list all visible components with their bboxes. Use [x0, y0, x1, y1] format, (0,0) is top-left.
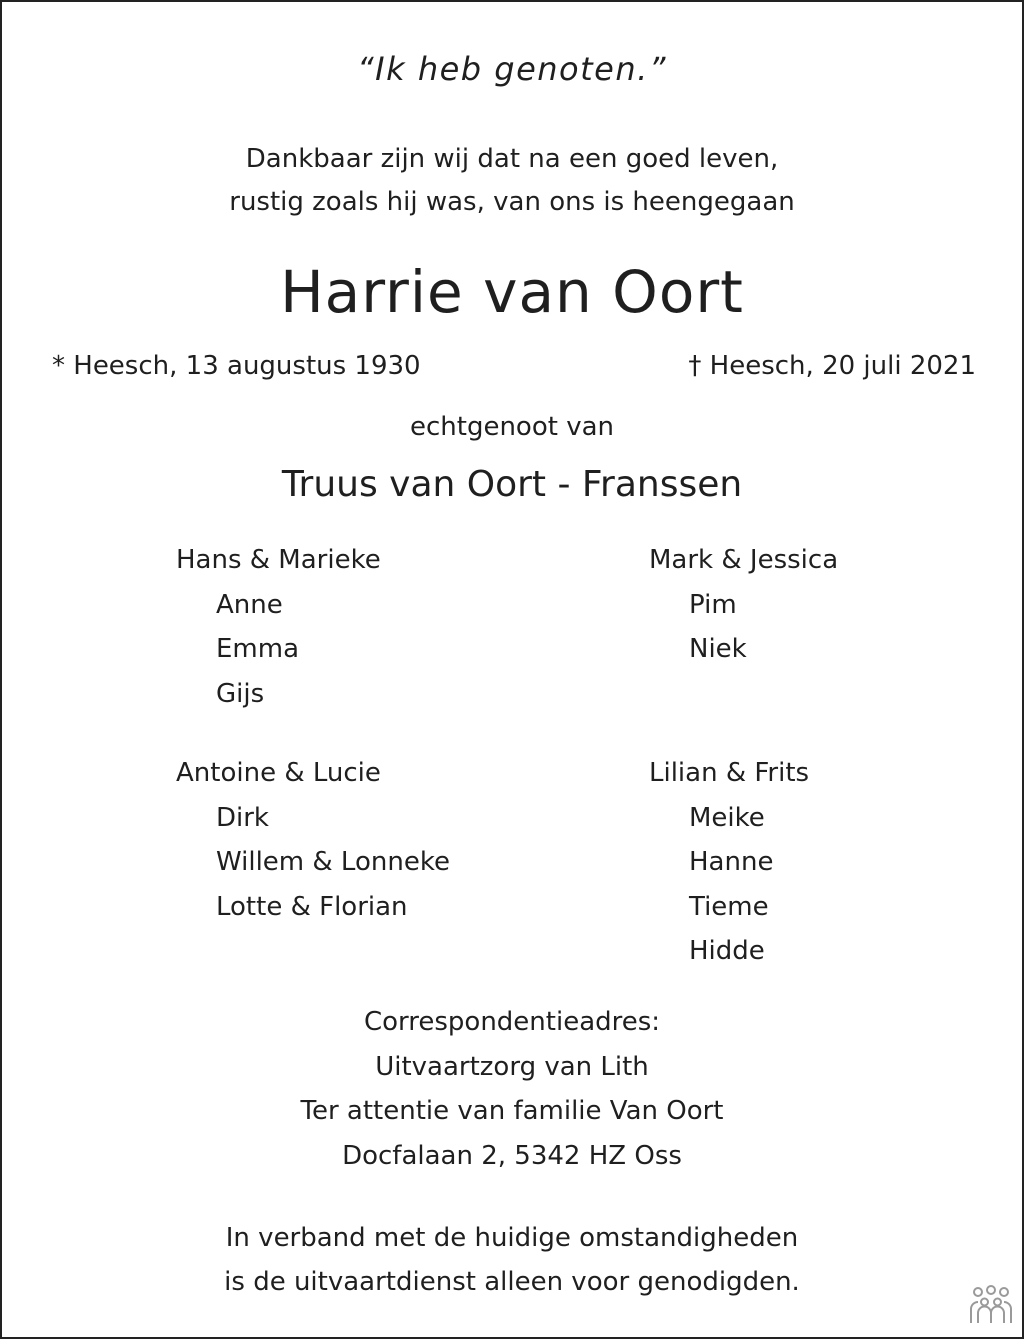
address-line: Uitvaartzorg van Lith — [375, 1051, 649, 1082]
address-line: Correspondentieadres: — [363, 1007, 661, 1037]
birth-info: * Heesch, 13 augustus 1930 — [52, 351, 421, 381]
family-parents: Antoine & Lucie — [176, 758, 381, 788]
spouse-label: echtgenoot van — [409, 412, 614, 442]
notice-line: is de uitvaartdienst alleen voor genodigden. — [224, 1267, 800, 1297]
funeral-notice — [2, 1216, 1022, 1304]
family-child: Hanne — [689, 847, 774, 877]
family-child: Tieme — [689, 891, 769, 922]
family-child: Meike — [689, 802, 765, 833]
family-child: Dirk — [216, 802, 269, 833]
intro-line: Dankbaar zijn wij dat na een goed leven, — [245, 144, 779, 174]
quote: “Ik heb genoten.” — [357, 50, 667, 88]
address-line: Ter attentie van familie Van Oort — [300, 1096, 724, 1126]
deceased-name: Harrie van Oort — [280, 258, 744, 326]
family-group — [649, 751, 809, 974]
family-group — [649, 538, 838, 672]
family-parents: Lilian & Frits — [649, 758, 810, 788]
family-group — [176, 751, 450, 929]
family-parents: Hans & Marieke — [176, 545, 381, 575]
family-child: Pim — [689, 589, 737, 620]
intro-text — [2, 138, 1022, 224]
family-group — [176, 538, 381, 716]
correspondence-address — [2, 1000, 1022, 1178]
family-child: Emma — [216, 634, 300, 664]
intro-line: rustig zoals hij was, van ons is heengegaan — [229, 187, 795, 217]
family-parents: Mark & Jessica — [649, 545, 839, 575]
family-child: Hidde — [689, 936, 765, 966]
family-child: Willem & Lonneke — [216, 847, 450, 877]
death-info: † Heesch, 20 juli 2021 — [688, 351, 976, 381]
family-child: Gijs — [216, 678, 265, 709]
family-child: Niek — [689, 634, 747, 664]
notice-line: In verband met de huidige omstandigheden — [225, 1223, 799, 1253]
spouse-name: Truus van Oort - Franssen — [281, 464, 743, 505]
family-child: Lotte & Florian — [216, 891, 408, 922]
family-people-icon — [968, 1285, 1014, 1325]
family-child: Anne — [216, 589, 283, 620]
address-line: Docfalaan 2, 5342 HZ Oss — [342, 1140, 682, 1171]
